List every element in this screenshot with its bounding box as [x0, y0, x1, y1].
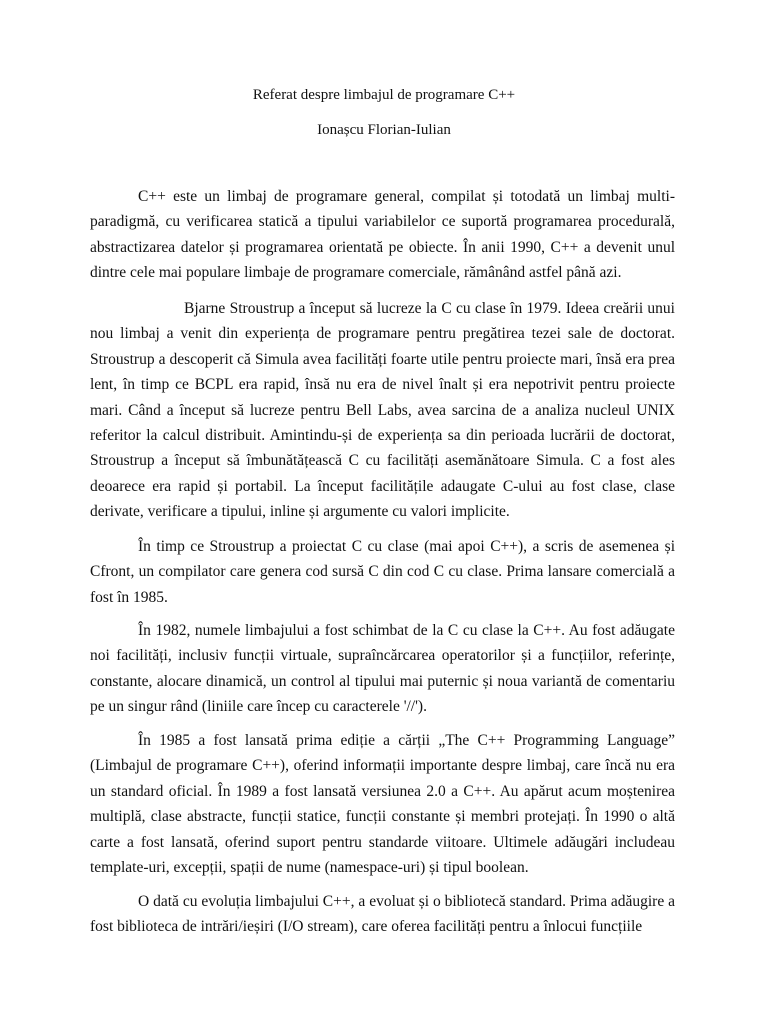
paragraph-1982: În 1982, numele limbajului a fost schimbat de la C cu clase la C++. Au fost adăugate noi facilități, inclusiv funcții virtuale, supraîncărcarea operatorilor și a funcțiilor, referințe, constante, alocare dinamică, un control al tipului mai puternic și noua variantă de comentariu pe un singur rând (liniile care încep cu caracterele '//'). — [90, 622, 675, 716]
document-author: Ionașcu Florian-Iulian — [317, 122, 451, 138]
paragraph-cfront: În timp ce Stroustrup a proiectat C cu clase (mai apoi C++), a scris de asemenea și Cfront, un compilator care genera cod sursă C din cod C cu clase. Prima lansare comercială a fost în 1985. — [90, 538, 675, 606]
paragraph-intro: C++ este un limbaj de programare general, compilat și totodată un limbaj multi-paradigmă, cu verificarea statică a tipului variabilelor ce suportă programarea procedurală, abstractizarea datelor și programarea orientată pe obiecte. În anii 1990, C++ a devenit unul dintre cele mai populare limbaje de programare comerciale, rămânând astfel până azi. — [90, 188, 675, 282]
paragraph-1985: În 1985 a fost lansată prima ediție a cărții „The C++ Programming Language” (Limbajul de programare C++), oferind informații importante despre limbaj, care încă nu era un standard oficial. În 1989 a fost lansată versiunea 2.0 a C++. Au apărut acum moștenirea multiplă, clase abstracte, funcții statice, funcții constante și membri protejați. În 1990 o altă carte a fost lansată, oferind suport pentru standarde viitoare. Ultimele adăugări includeau template-uri, excepții, spații de nume (namespace-uri) și tipul boolean. — [90, 732, 675, 877]
document-title: Referat despre limbajul de programare C++ — [252, 87, 516, 103]
paragraph-standard-library: O dată cu evoluția limbajului C++, a evoluat și o bibliotecă standard. Prima adăugire a fost biblioteca de intrări/ieșiri (I/O stream), care oferea facilități pentru a înlocui funcțiile — [90, 893, 675, 936]
paragraph-stroustrup: Bjarne Stroustrup a început să lucreze la C cu clase în 1979. Ideea creării unui nou limbaj a venit din experiența de programare pentru pregătirea tezei sale de doctorat. Stroustrup a descoperit că Simula avea facilități foarte utile pentru proiecte mari, însă era prea lent, în timp ce BCPL era rapid, însă nu era de nivel înalt și era nepotrivit pentru proiecte mari. Când a început să lucreze pentru Bell Labs, avea sarcina de a analiza nucleul UNIX referitor la calcul distribuit. Amintindu-și de experiența sa din perioada lucrării de doctorat, Stroustrup a început să îmbunătățească C cu facilități asemănătoare Simula. C a fost ales deoarece era rapid și portabil. La început facilitățile adaugate C-ului au fost clase, clase derivate, verificare a tipului, inline și argumente cu valori implicite. — [90, 300, 675, 521]
